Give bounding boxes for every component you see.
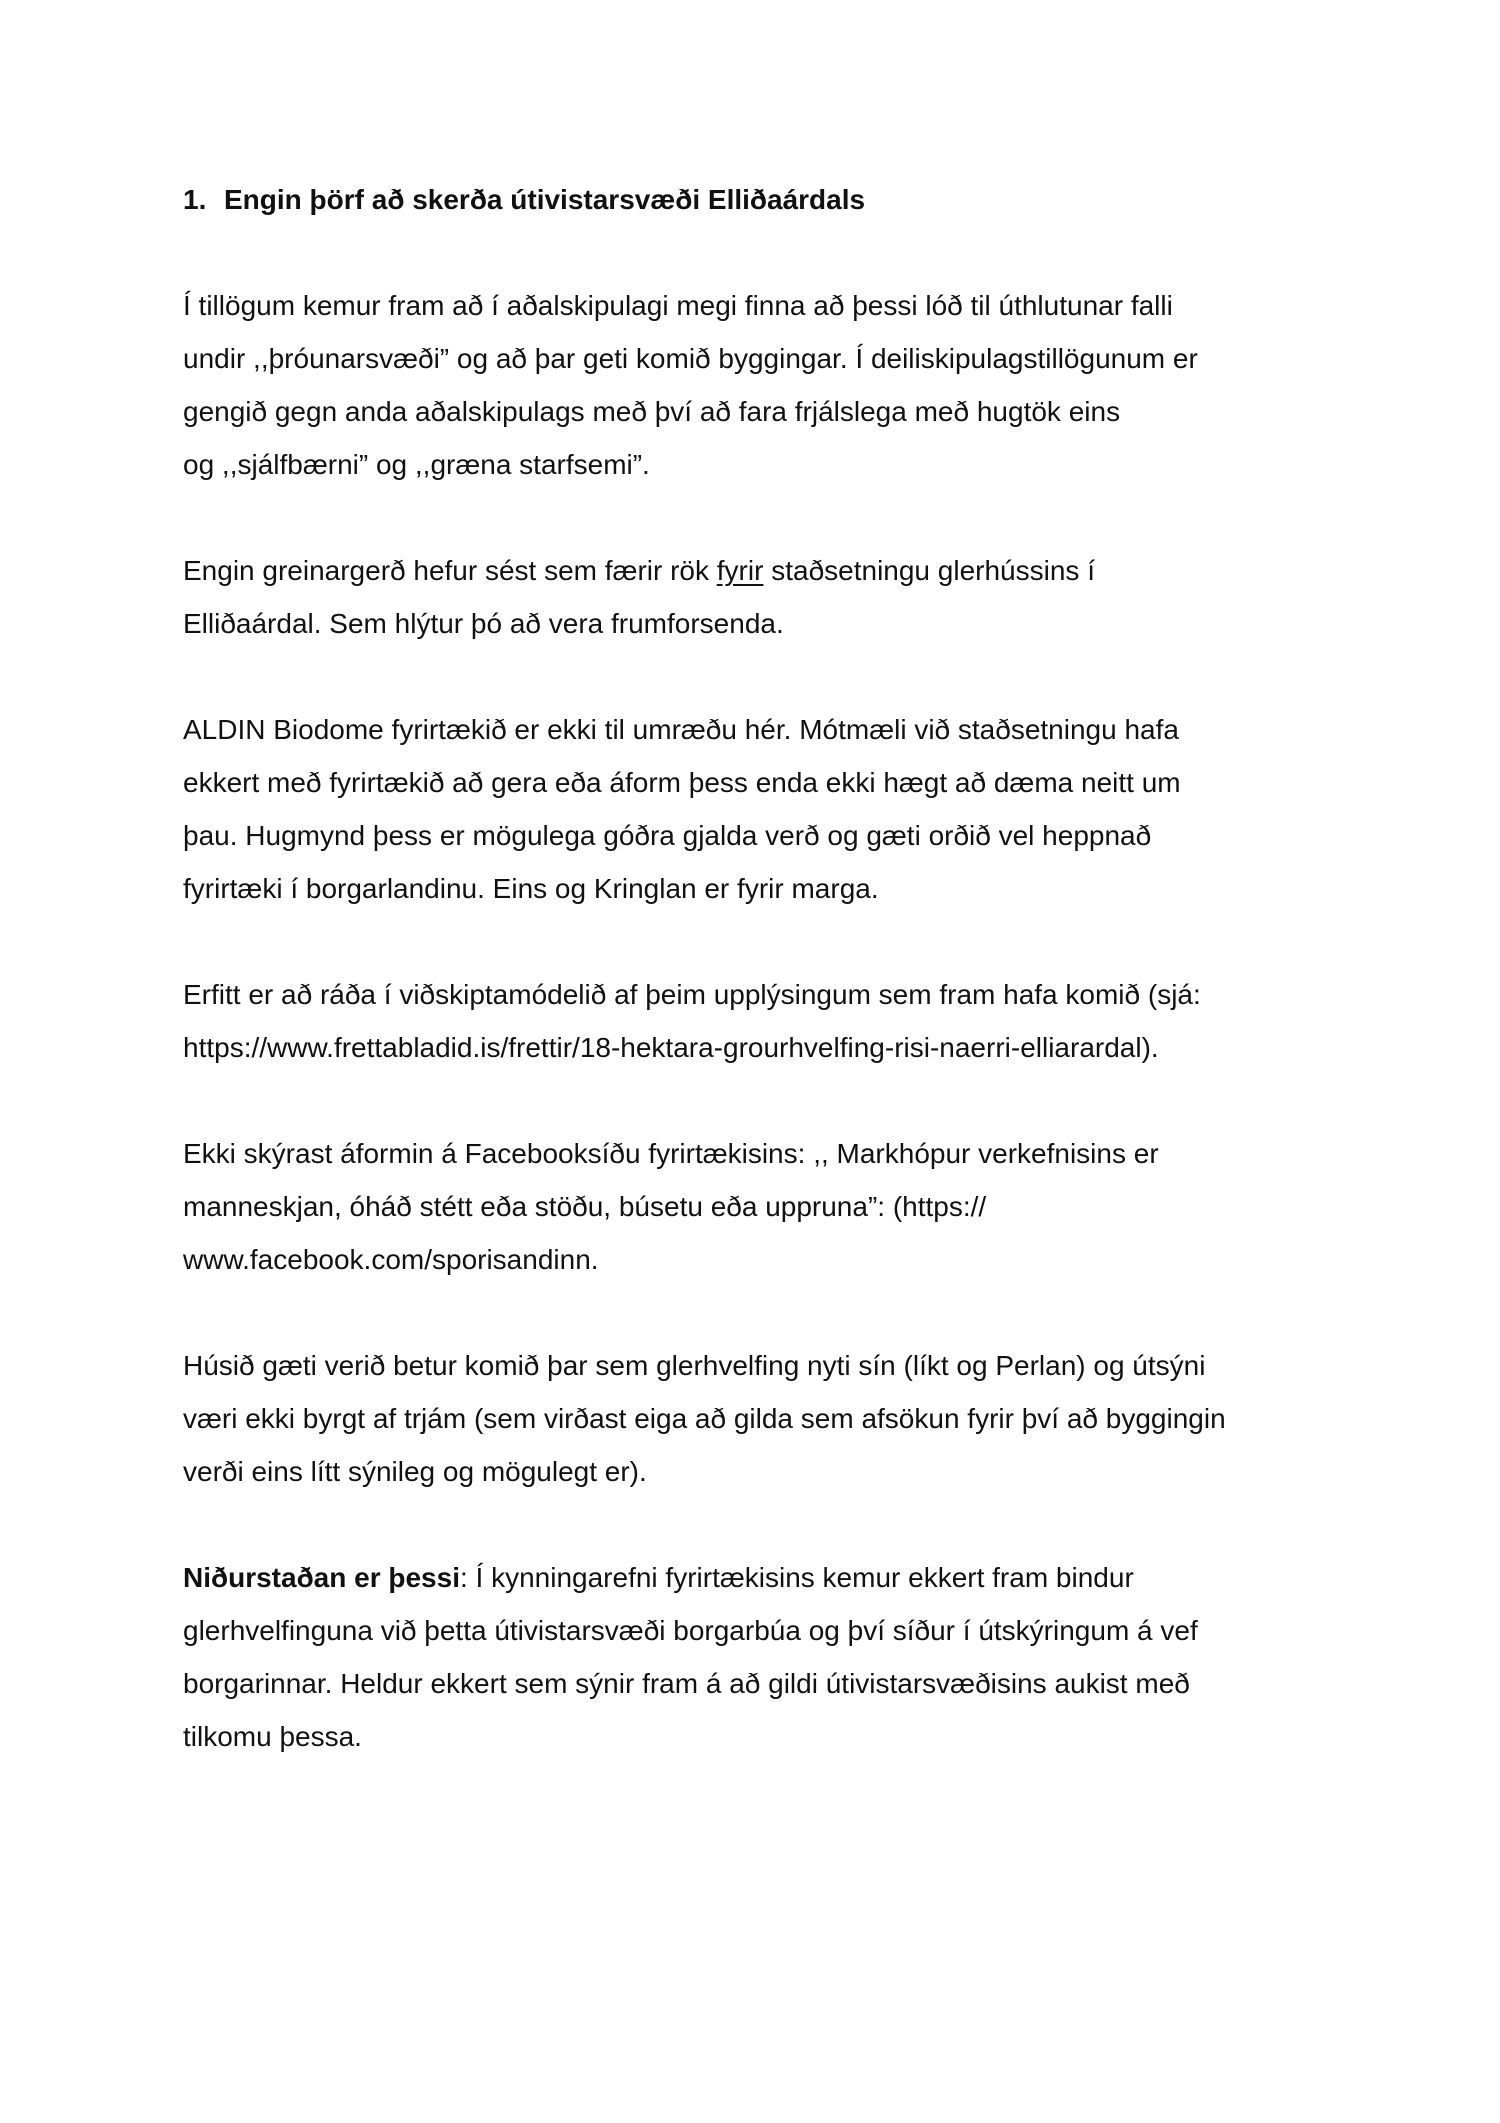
text-line: Elliðaárdal. Sem hlýtur þó að vera frumforsenda. bbox=[183, 608, 784, 639]
text-line: gengið gegn anda aðalskipulags með því að fara frjálslega með hugtök eins bbox=[183, 396, 1121, 427]
underlined-word: fyrir bbox=[716, 555, 764, 586]
text-line: ekkert með fyrirtækið að gera eða áform þess enda ekki hægt að dæma neitt um bbox=[183, 767, 1181, 798]
text-line: Í tillögum kemur fram að í aðalskipulagi megi finna að þessi lóð til úthlutunar falli bbox=[183, 290, 1173, 321]
document-body bbox=[183, 174, 1343, 1816]
paragraph-justification bbox=[183, 544, 1343, 650]
paragraph-company bbox=[183, 703, 1343, 915]
text-line bbox=[183, 1551, 1343, 1604]
text-line: glerhvelfinguna við þetta útivistarsvæði borgarbúa og því síður í útskýringum á vef bbox=[183, 1615, 1198, 1646]
text-line: Erfitt er að ráða í viðskiptamódelið af þeim upplýsingum sem fram hafa komið (sjá: bbox=[183, 979, 1201, 1010]
text-line: Húsið gæti verið betur komið þar sem glerhvelfing nyti sín (líkt og Perlan) og útsýni bbox=[183, 1350, 1206, 1381]
text-segment: : Í kynningarefni fyrirtækisins kemur ekkert fram bindur bbox=[459, 1562, 1134, 1593]
text-line: verði eins lítt sýnileg og mögulegt er). bbox=[183, 1456, 647, 1487]
text-line bbox=[183, 544, 1343, 597]
paragraph-location bbox=[183, 1339, 1343, 1498]
text-line: fyrirtæki í borgarlandinu. Eins og Kringlan er fyrir marga. bbox=[183, 873, 879, 904]
paragraph-facebook bbox=[183, 1127, 1343, 1286]
section-title: Engin þörf að skerða útivistarsvæði Elliðaárdals bbox=[224, 184, 866, 215]
section-heading bbox=[183, 174, 1343, 226]
text-line: undir ,,þróunarsvæði” og að þar geti komið byggingar. Í deiliskipulagstillögunum er bbox=[183, 343, 1198, 374]
text-segment: staðsetningu glerhússins í bbox=[763, 555, 1095, 586]
text-line: þau. Hugmynd þess er mögulega góðra gjalda verð og gæti orðið vel heppnað bbox=[183, 820, 1152, 851]
paragraph-business-model bbox=[183, 968, 1343, 1074]
paragraph-conclusion bbox=[183, 1551, 1343, 1763]
section-number: 1. bbox=[183, 184, 207, 215]
text-line: og ,,sjálfbærni” og ,,græna starfsemi”. bbox=[183, 449, 650, 480]
text-line: væri ekki byrgt af trjám (sem virðast eiga að gilda sem afsökun fyrir því að byggingin bbox=[183, 1403, 1226, 1434]
text-line: https://www.frettabladid.is/frettir/18-hektara-grourhvelfing-risi-naerri-elliarardal). bbox=[183, 1032, 1159, 1063]
text-line: Ekki skýrast áformin á Facebooksíðu fyrirtækisins: ,, Markhópur verkefnisins er bbox=[183, 1138, 1159, 1169]
conclusion-lead: Niðurstaðan er þessi bbox=[183, 1562, 460, 1593]
text-line: manneskjan, óháð stétt eða stöðu, búsetu eða uppruna”: (https:// bbox=[183, 1191, 987, 1222]
text-line: ALDIN Biodome fyrirtækið er ekki til umræðu hér. Mótmæli við staðsetningu hafa bbox=[183, 714, 1179, 745]
text-line: tilkomu þessa. bbox=[183, 1721, 362, 1752]
paragraph-zoning bbox=[183, 279, 1343, 491]
text-line: borgarinnar. Heldur ekkert sem sýnir fram á að gildi útivistarsvæðisins aukist með bbox=[183, 1668, 1190, 1699]
text-line: www.facebook.com/sporisandinn. bbox=[183, 1244, 599, 1275]
text-segment: Engin greinargerð hefur sést sem færir rök bbox=[183, 555, 717, 586]
